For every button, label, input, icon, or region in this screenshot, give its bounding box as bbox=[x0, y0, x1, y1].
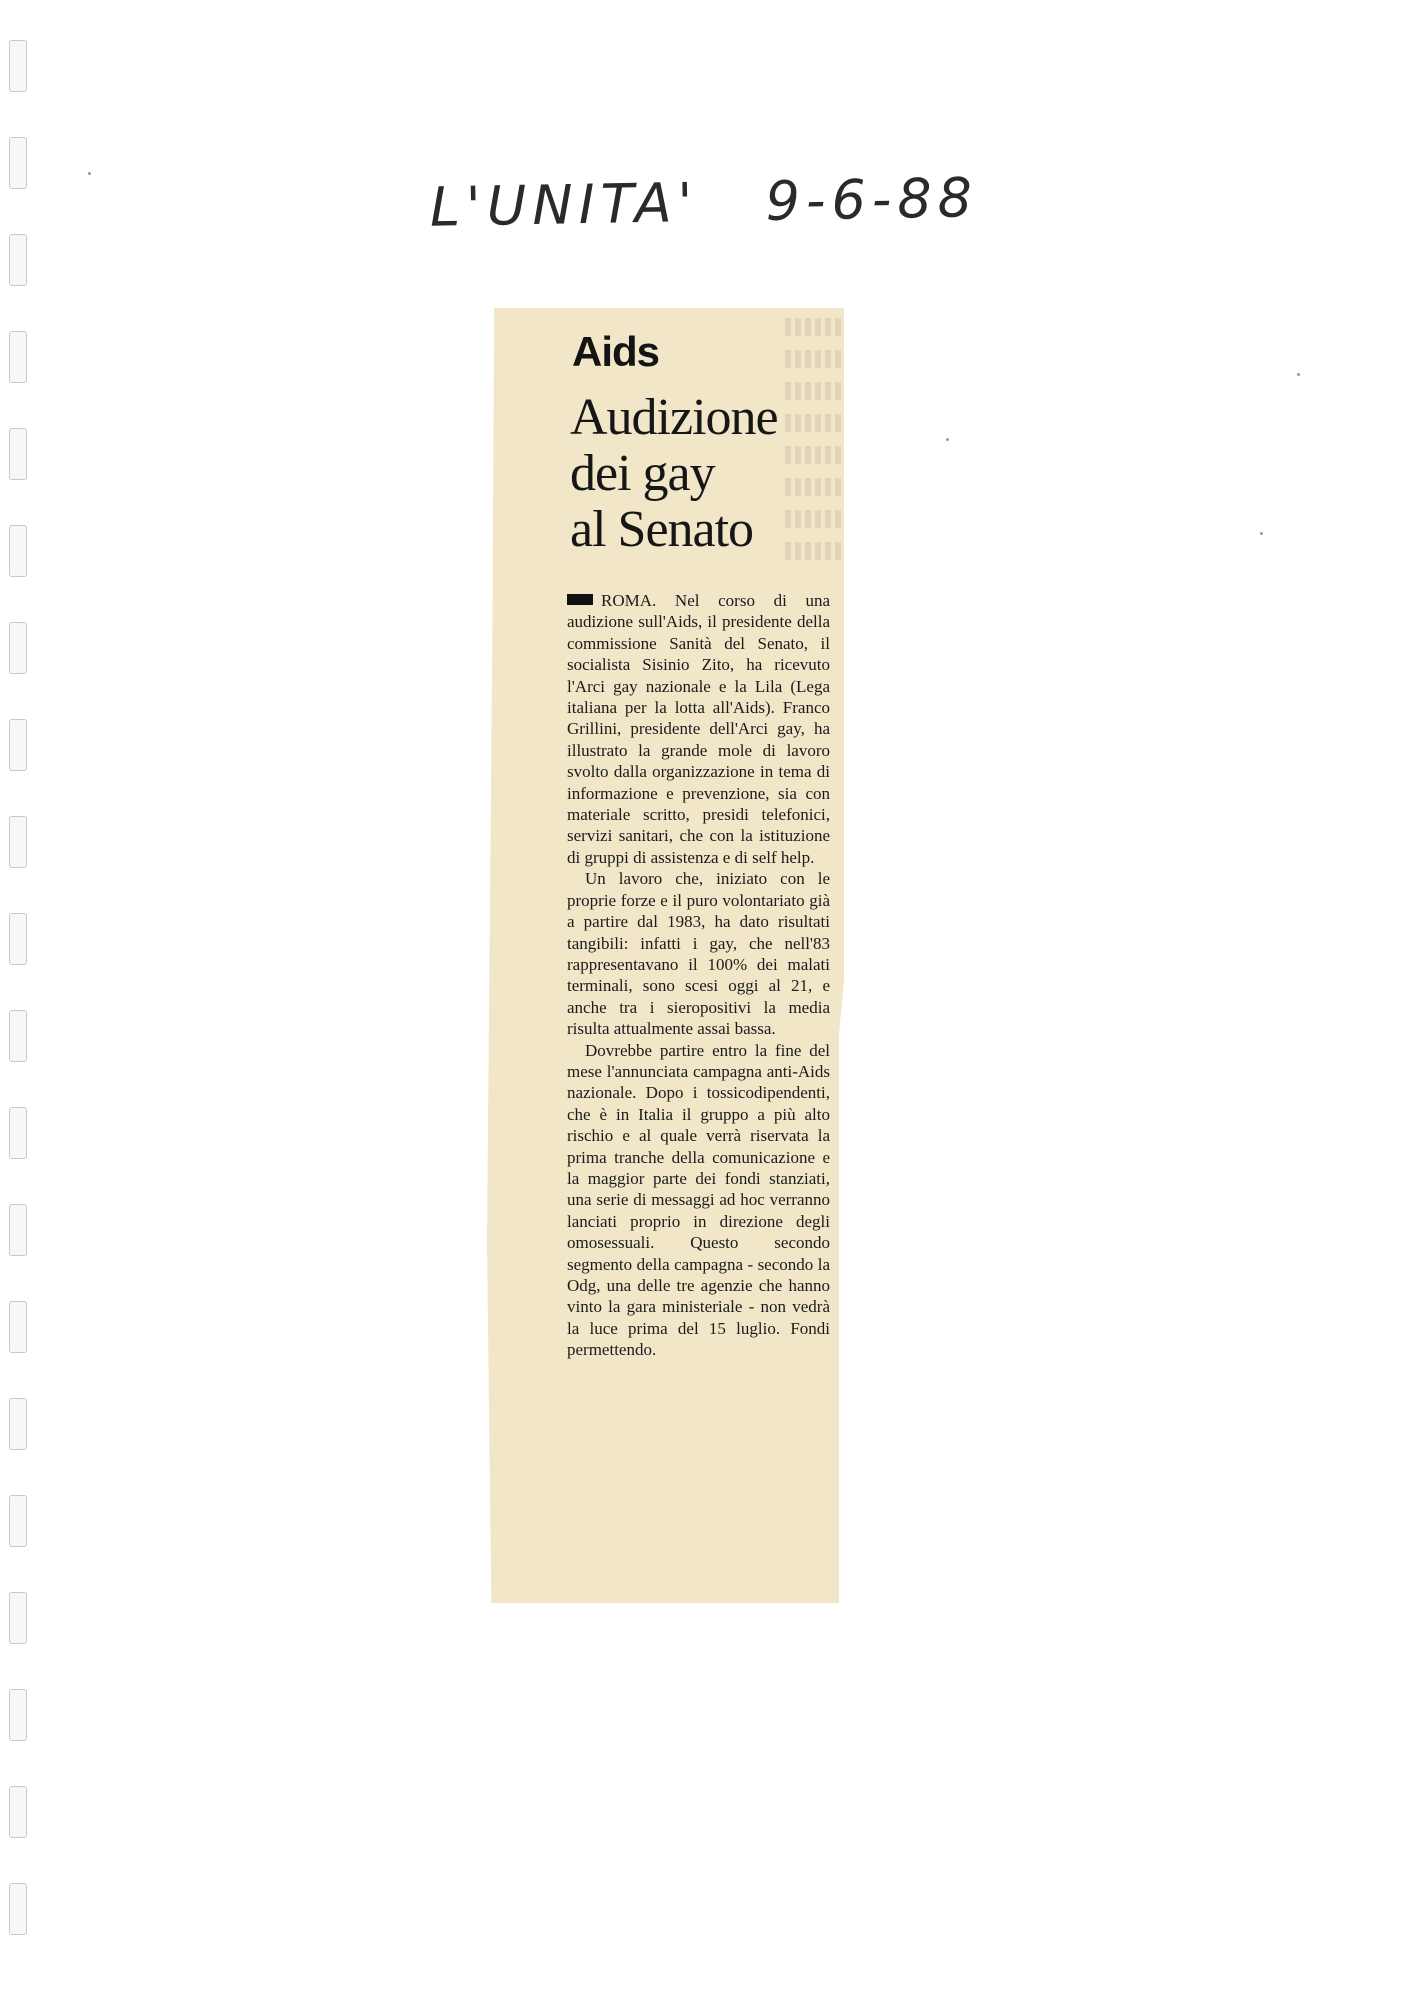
binder-hole bbox=[9, 1495, 27, 1547]
headline-line: al Senato bbox=[570, 501, 754, 558]
annotation-date: 9-6-88 bbox=[765, 166, 979, 233]
dateline: ROMA. bbox=[601, 591, 657, 610]
binder-hole bbox=[9, 913, 27, 965]
article-paragraph: Un lavoro che, iniziato con le proprie forze e il puro volontariato già a partire dal 1983, ha dato risultati tangibili: infatti i gay, che nell'83 rappresentavano il 100% dei malati terminali, sono scesi oggi al 21, e anche tra i sieropositivi la media risulta attualmente assai bassa. bbox=[567, 869, 830, 1039]
binder-hole bbox=[9, 816, 27, 868]
binder-hole bbox=[9, 1204, 27, 1256]
annotation-source: L'UNITA' bbox=[429, 171, 699, 239]
dust-speck bbox=[1297, 373, 1300, 376]
paragraph-text: Nel corso di una audizione sull'Aids, il presidente della commissione Sanità del Senato, il socialista Sisinio Zito, ha ricevuto l'Arci gay nazionale e la Lila (Lega italiana per la lotta all'Aids). Franco Grillini, presidente dell'Arci gay, ha illustrato la grande mole di lavoro svolto dalla organizzazione in tema di informazione e prevenzione, sia con materiale scritto, presidi telefonici, servizi sanitari, che con la istituzione di gruppi di assistenza e di self help. bbox=[567, 591, 831, 867]
binder-hole bbox=[9, 428, 27, 480]
article-kicker: Aids bbox=[572, 328, 660, 375]
article-body bbox=[567, 590, 830, 1361]
binder-hole bbox=[9, 40, 27, 92]
headline-line: Audizione bbox=[570, 389, 778, 446]
binder-hole bbox=[9, 1010, 27, 1062]
show-through-text bbox=[785, 318, 845, 336]
binder-hole bbox=[9, 1301, 27, 1353]
binder-hole bbox=[9, 234, 27, 286]
binder-hole bbox=[9, 525, 27, 577]
headline-line: dei gay bbox=[570, 445, 715, 502]
dust-speck bbox=[88, 172, 91, 175]
binder-hole bbox=[9, 719, 27, 771]
article-paragraph bbox=[567, 590, 830, 868]
article-headline bbox=[570, 390, 840, 558]
binder-hole bbox=[9, 1883, 27, 1935]
binder-hole bbox=[9, 1592, 27, 1644]
binder-hole bbox=[9, 1689, 27, 1741]
dust-speck bbox=[946, 438, 949, 441]
binder-hole bbox=[9, 1786, 27, 1838]
binder-hole bbox=[9, 1398, 27, 1450]
binder-hole bbox=[9, 137, 27, 189]
show-through-text bbox=[785, 350, 845, 368]
binder-hole bbox=[9, 622, 27, 674]
article-paragraph: Dovrebbe partire entro la fine del mese l'annunciata campagna anti-Aids nazionale. Dopo i tossicodipendenti, che è in Italia il gruppo a più alto rischio e al quale verrà riservata la prima tranche della comunicazione e la maggior parte dei fondi stanziati, una serie di messaggi ad hoc verranno lanciati proprio in direzione degli omosessuali. Questo secondo segmento della campagna - secondo la Odg, una delle tre agenzie che hanno vinto la gara ministeriale - non vedrà la luce prima del 15 luglio. Fondi permettendo. bbox=[567, 1040, 830, 1360]
binder-hole bbox=[9, 331, 27, 383]
handwritten-annotation bbox=[429, 166, 979, 255]
lead-marker bbox=[567, 594, 593, 605]
binder-hole bbox=[9, 1107, 27, 1159]
dust-speck bbox=[1260, 532, 1263, 535]
